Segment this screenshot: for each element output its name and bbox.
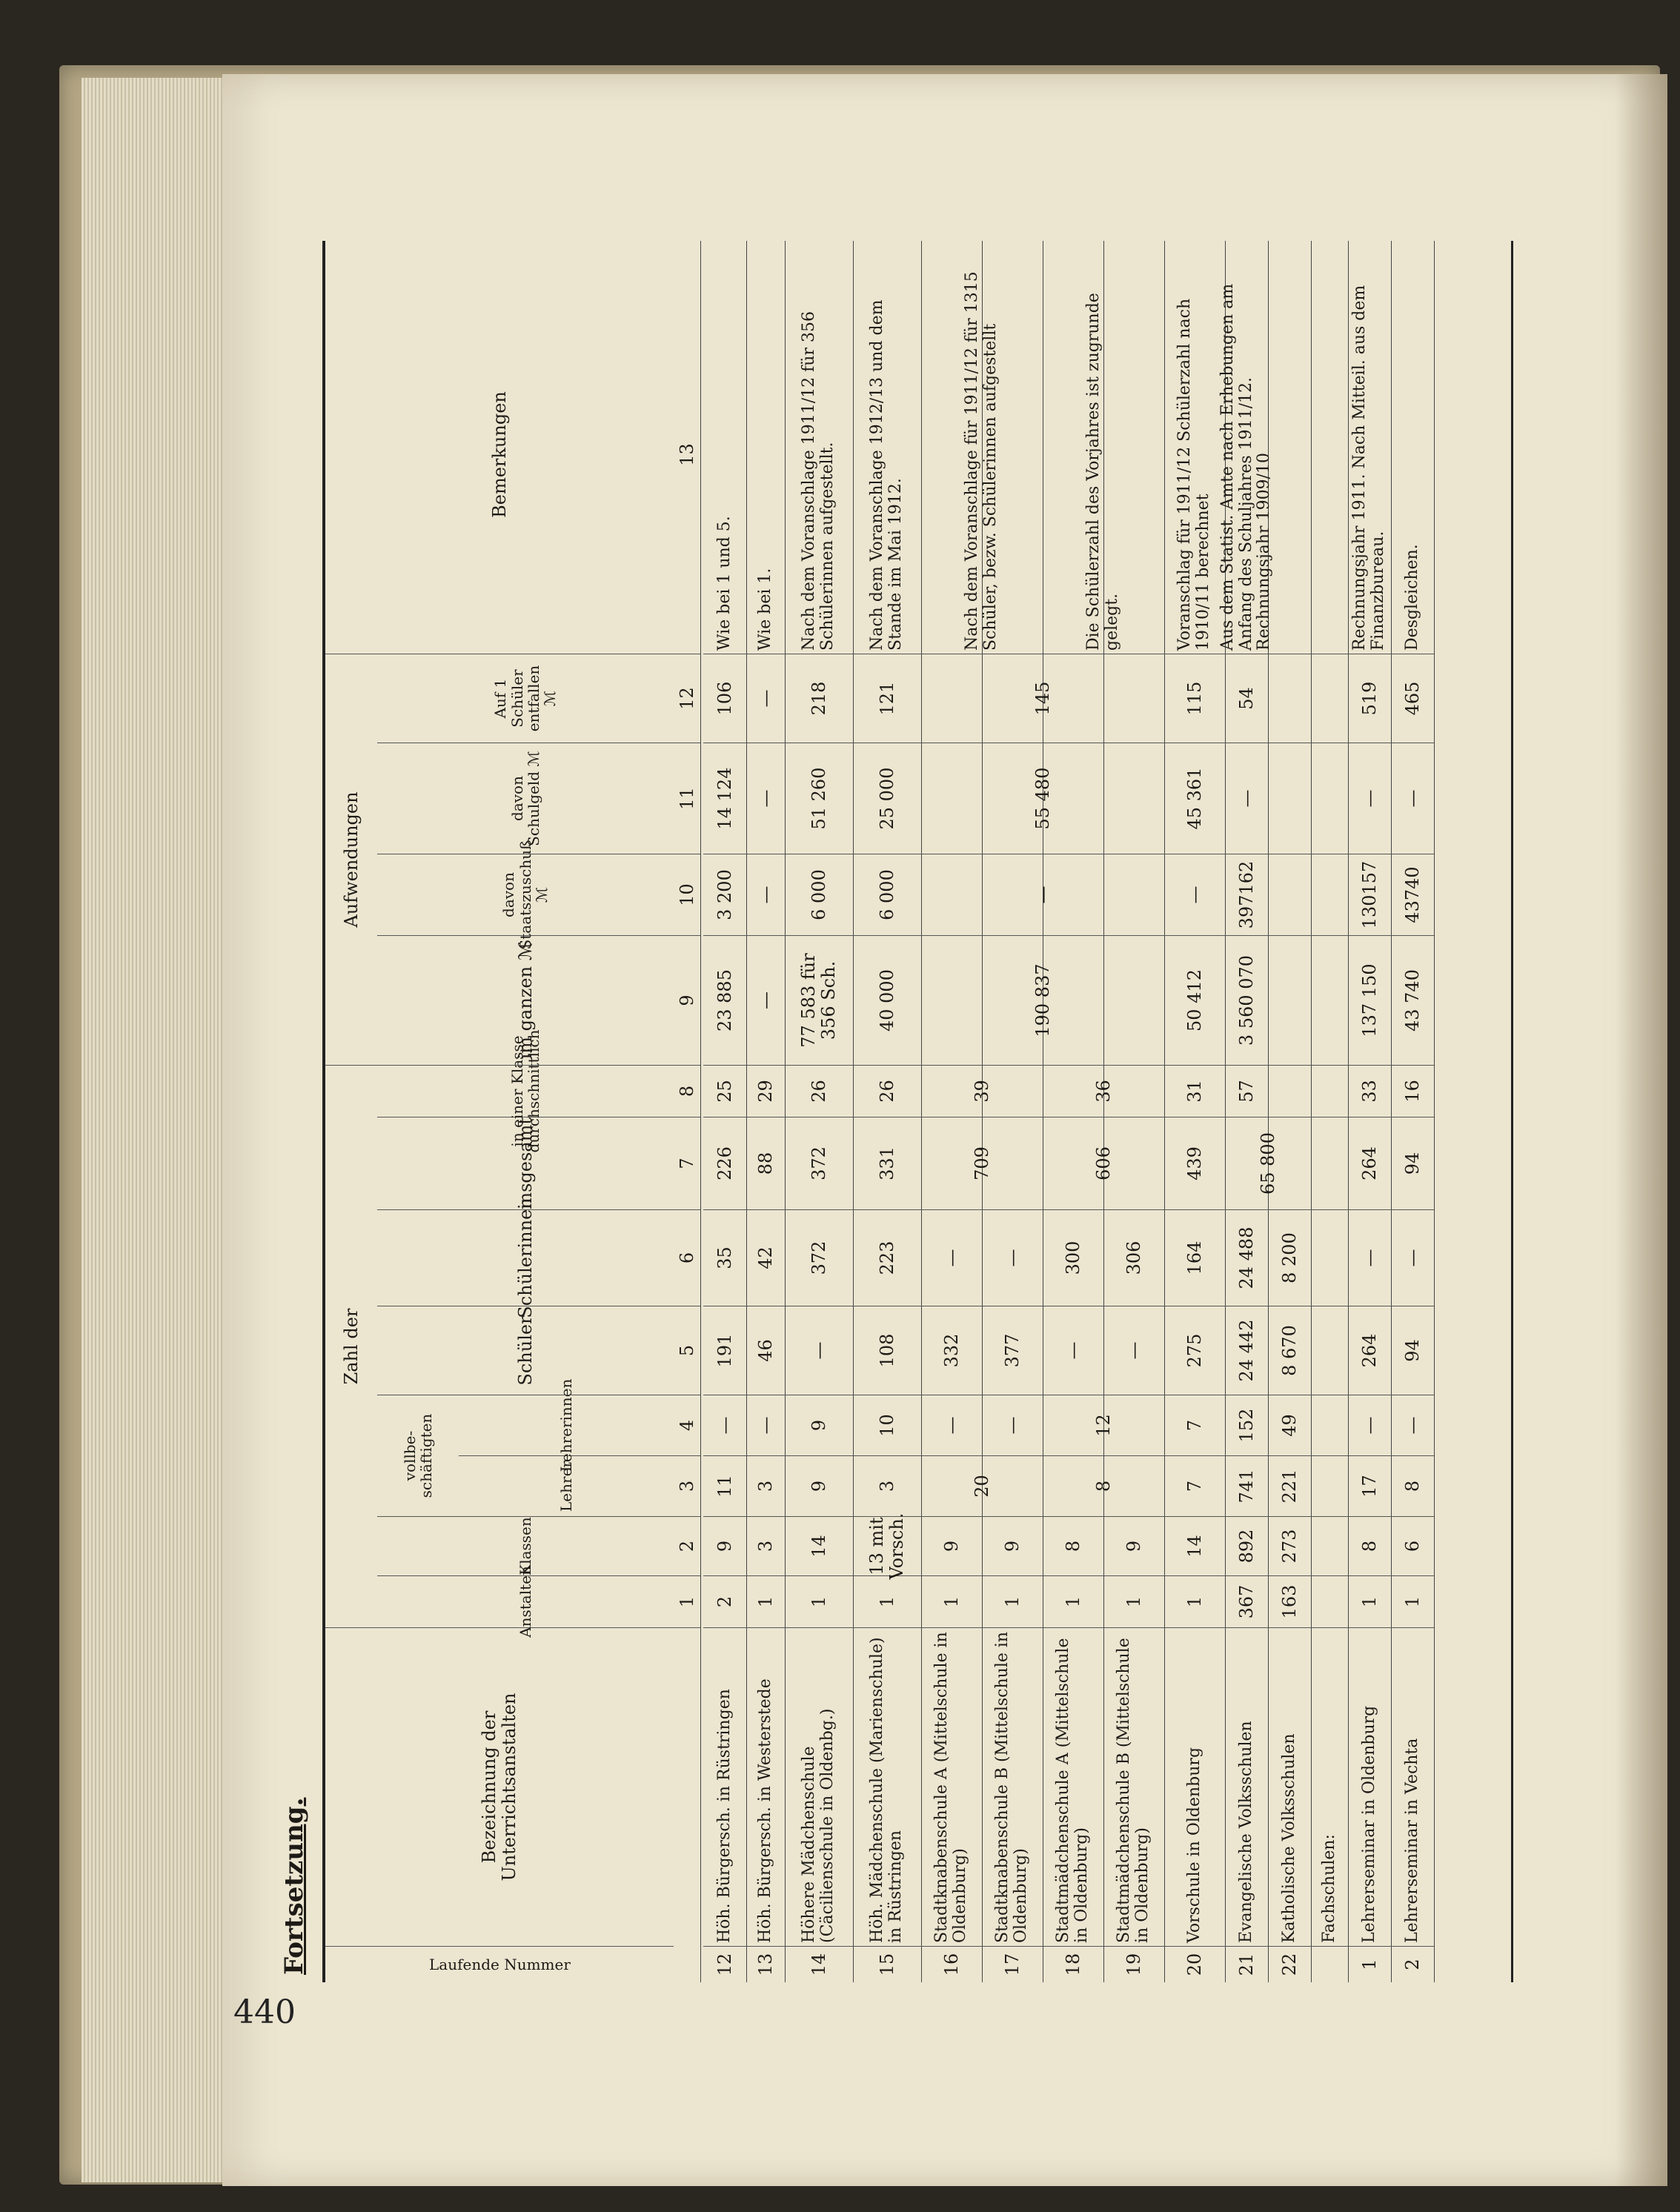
header-column-number: 6 xyxy=(674,1210,700,1306)
cell-c10: 6 000 xyxy=(853,854,921,936)
cell-c1: 1 xyxy=(1348,1576,1391,1628)
cell-c13: Desgleichen. xyxy=(1391,256,1434,654)
cell-c1: 1 xyxy=(785,1576,853,1628)
cell-name: Lehrerseminar in Oldenburg xyxy=(1348,1628,1391,1947)
cell-c12: 218 xyxy=(785,654,853,743)
cell-c6: 372 xyxy=(785,1210,853,1306)
cell-nr: 20 xyxy=(1183,1953,1205,1976)
cell-name: Fachschulen: xyxy=(1311,1628,1348,1947)
table-row xyxy=(1348,241,1392,1982)
cell-name: Höh. Bürgersch. in Westerstede xyxy=(746,1628,785,1947)
table-row xyxy=(1391,241,1435,1982)
header-column-number: 8 xyxy=(674,1066,700,1117)
cell-c9: 40 000 xyxy=(853,936,921,1066)
cell-c8: 29 xyxy=(746,1066,785,1117)
table-row xyxy=(1218,241,1274,1982)
header-vollbeschaeftigten: vollbe-schäftigten xyxy=(377,1395,459,1517)
cell-c6: — xyxy=(921,1210,982,1306)
cell-c4: — xyxy=(703,1395,746,1456)
cell-c2: 9 xyxy=(921,1517,982,1576)
cell-c2 xyxy=(1311,1517,1348,1576)
cell-name: Vorschule in Oldenburg xyxy=(1164,1628,1225,1947)
cell-c10 xyxy=(1311,854,1348,936)
cell-c11: 14 124 xyxy=(703,743,746,854)
cell-c4: 49 xyxy=(1268,1395,1311,1456)
cell-nr: 1 xyxy=(1358,1959,1380,1970)
cell-nr: 2 xyxy=(1401,1959,1423,1970)
cell-c6: — xyxy=(1391,1210,1434,1306)
header-number-blank xyxy=(674,1628,700,1982)
header-bemerkungen: Bemerkungen xyxy=(325,256,674,654)
cell-c1: 1 xyxy=(1164,1576,1225,1628)
cell-nr: 22 xyxy=(1278,1953,1300,1976)
header-anstalten: Anstalten xyxy=(377,1576,674,1628)
cell-c5: 275 xyxy=(1164,1306,1225,1395)
cell-name: Höh. Mädchenschule (Marienschule) in Rüstringen xyxy=(853,1628,921,1947)
cell-c11: 51 260 xyxy=(785,743,853,854)
cell-c9: — xyxy=(746,936,785,1066)
merged-lehrer-18-19: 8 xyxy=(1043,1456,1164,1517)
cell-name: Stadtmädchenschule B (Mittelschule in Oldenburg) xyxy=(1103,1628,1164,1947)
cell-c10: 3 200 xyxy=(703,854,746,936)
cell-c10: 6 000 xyxy=(785,854,853,936)
cell-c2: 3 xyxy=(746,1517,785,1576)
header-lehrer: Lehrer xyxy=(459,1456,674,1517)
cell-c5: — xyxy=(1043,1306,1103,1395)
cell-c5: 264 xyxy=(1348,1306,1391,1395)
cell-c8: 25 xyxy=(703,1066,746,1117)
cell-c10: — xyxy=(1164,854,1225,936)
cell-c9: 137 150 xyxy=(1348,936,1391,1066)
cell-nr: 15 xyxy=(876,1953,897,1976)
header-lehrerinnen: Lehrerinnen xyxy=(459,1395,674,1456)
header-column-number: 9 xyxy=(674,936,700,1066)
merged-klasse-16-17: 39 xyxy=(921,1066,1043,1117)
cell-c3: 741 xyxy=(1225,1456,1268,1517)
cell-c6 xyxy=(1311,1210,1348,1306)
merged-auf1-16-19: 145 xyxy=(921,654,1164,743)
header-column-number: 11 xyxy=(674,743,700,854)
cell-c9 xyxy=(1268,936,1311,1066)
cell-c9: 43 740 xyxy=(1391,936,1434,1066)
header-im-ganzen: im ganzen ℳ xyxy=(377,936,674,1066)
header-column-number: 10 xyxy=(674,854,700,936)
cell-c9: 23 885 xyxy=(703,936,746,1066)
cell-nr: 21 xyxy=(1235,1953,1257,1976)
statistics-table xyxy=(322,241,1513,1982)
cell-name: Lehrerseminar in Vechta xyxy=(1391,1628,1434,1947)
cell-c5: 46 xyxy=(746,1306,785,1395)
cell-c3: 8 xyxy=(1391,1456,1434,1517)
cell-c2: 9 xyxy=(1103,1517,1164,1576)
cell-c13: Voranschlag für 1911/12 Schülerzahl nach 1910/11 berechnet xyxy=(1164,256,1225,654)
cell-c6: 35 xyxy=(703,1210,746,1306)
cell-c3: 3 xyxy=(853,1456,921,1517)
cell-c3: 7 xyxy=(1164,1456,1225,1517)
cell-c10: 397162 xyxy=(1225,854,1268,936)
header-schuelerinnen: Schülerinnen xyxy=(377,1210,674,1306)
cell-name: Katholische Volksschulen xyxy=(1268,1628,1311,1947)
header-column-number: 13 xyxy=(674,256,700,654)
continuation-label: Fortsetzung. xyxy=(279,1797,309,1975)
header-column-number: 2 xyxy=(674,1517,700,1576)
page-number: 440 xyxy=(233,1993,296,2031)
cell-c12 xyxy=(1311,654,1348,743)
cell-name: Stadtmädchenschule A (Mittelschule in Oldenburg) xyxy=(1043,1628,1103,1947)
table-row xyxy=(1268,241,1312,1982)
cell-c6: 24 488 xyxy=(1225,1210,1268,1306)
cell-c5: 8 670 xyxy=(1268,1306,1311,1395)
cell-c6: 164 xyxy=(1164,1210,1225,1306)
header-schueler: Schüler xyxy=(377,1306,674,1395)
header-in-einer-klasse: in einer Klasse durchschnittlich xyxy=(377,1066,674,1117)
cell-c10: 130157 xyxy=(1348,854,1391,936)
cell-nr: 19 xyxy=(1123,1953,1144,1976)
cell-c6: 306 xyxy=(1103,1210,1164,1306)
cell-c9: 3 560 070 xyxy=(1225,936,1268,1066)
cell-c1: 2 xyxy=(703,1576,746,1628)
cell-c4: 152 xyxy=(1225,1395,1268,1456)
cell-c6: — xyxy=(982,1210,1043,1306)
cell-c13: Wie bei 1. xyxy=(746,256,785,654)
cell-nr: 14 xyxy=(808,1953,829,1976)
cell-c11: — xyxy=(1391,743,1434,854)
cell-c12: — xyxy=(746,654,785,743)
cell-c11 xyxy=(1268,743,1311,854)
cell-c2: 8 xyxy=(1348,1517,1391,1576)
header-aufwendungen: Aufwendungen xyxy=(325,654,377,1066)
cell-c6: 223 xyxy=(853,1210,921,1306)
cell-c1 xyxy=(1311,1576,1348,1628)
cell-c2: 892 xyxy=(1225,1517,1268,1576)
cell-c7 xyxy=(1311,1117,1348,1210)
cell-c12 xyxy=(1268,654,1311,743)
cell-nr: 12 xyxy=(714,1953,735,1976)
cell-c4: — xyxy=(746,1395,785,1456)
cell-c2: 13 mit Vorsch. xyxy=(853,1517,921,1576)
cell-c5: 94 xyxy=(1391,1306,1434,1395)
cell-c8: 16 xyxy=(1391,1066,1434,1117)
table-row xyxy=(785,241,854,1982)
cell-c13: Wie bei 1 und 5. xyxy=(703,256,746,654)
cell-c10 xyxy=(1268,854,1311,936)
cell-c2: 14 xyxy=(785,1517,853,1576)
table-row xyxy=(746,241,786,1982)
header-bezeichnung: Bezeichnung der Unterrichtsanstalten xyxy=(325,1628,674,1947)
cell-c3: 221 xyxy=(1268,1456,1311,1517)
cell-nr: 17 xyxy=(1001,1953,1023,1976)
cell-c5: 24 442 xyxy=(1225,1306,1268,1395)
cell-c5: 377 xyxy=(982,1306,1043,1395)
merged-schulgeld-16-19: 55 480 xyxy=(921,743,1164,854)
cell-c13: Nach dem Voranschlage 1911/12 für 356 Schülerinnen aufgestellt. xyxy=(785,256,853,654)
cell-c6: 300 xyxy=(1043,1210,1103,1306)
cell-c8 xyxy=(1268,1066,1311,1117)
cell-c12: 106 xyxy=(703,654,746,743)
cell-c3: 11 xyxy=(703,1456,746,1517)
cell-c8: 26 xyxy=(853,1066,921,1117)
cell-c2: 9 xyxy=(982,1517,1043,1576)
cell-c10: 43740 xyxy=(1391,854,1434,936)
cell-c5: 191 xyxy=(703,1306,746,1395)
header-column-number: 7 xyxy=(674,1117,700,1210)
merged-bemerkung-16-17: Nach dem Voranschlage für 1911/12 für 1315 Schüler, bezw. Schülerinnen aufgestellt xyxy=(921,256,1043,654)
cell-c8 xyxy=(1311,1066,1348,1117)
cell-c4 xyxy=(1311,1395,1348,1456)
cell-c2: 14 xyxy=(1164,1517,1225,1576)
cell-c2: 9 xyxy=(703,1517,746,1576)
cell-c13: Rechnungsjahr 1911. Nach Mitteil. aus dem Finanzbureau. xyxy=(1348,256,1391,654)
cell-c3 xyxy=(1311,1456,1348,1517)
cell-c7: 88 xyxy=(746,1117,785,1210)
cell-c2: 273 xyxy=(1268,1517,1311,1576)
cell-c12: 54 xyxy=(1225,654,1268,743)
cell-c3: 3 xyxy=(746,1456,785,1517)
page-gutter-shadow xyxy=(1616,74,1667,2186)
cell-c11: — xyxy=(1348,743,1391,854)
cell-c7: 372 xyxy=(785,1117,853,1210)
header-column-number: 3 xyxy=(674,1456,700,1517)
cell-nr: 13 xyxy=(754,1953,776,1976)
cell-c1: 1 xyxy=(853,1576,921,1628)
cell-name: Höh. Bürgersch. in Rüstringen xyxy=(703,1628,746,1947)
cell-name: Evangelische Volksschulen xyxy=(1225,1628,1268,1947)
cell-c11: 25 000 xyxy=(853,743,921,854)
cell-c4: — xyxy=(1348,1395,1391,1456)
cell-c6: 42 xyxy=(746,1210,785,1306)
table-row xyxy=(1164,241,1226,1982)
cell-c9: 50 412 xyxy=(1164,936,1225,1066)
cell-c11: 45 361 xyxy=(1164,743,1225,854)
cell-c7: 226 xyxy=(703,1117,746,1210)
cell-c4: 7 xyxy=(1164,1395,1225,1456)
cell-c11 xyxy=(1311,743,1348,854)
cell-c5: 332 xyxy=(921,1306,982,1395)
cell-c9 xyxy=(1311,936,1348,1066)
table-header xyxy=(325,241,701,1982)
cell-nr xyxy=(1311,1947,1348,1982)
cell-c3: 17 xyxy=(1348,1456,1391,1517)
cell-c1: 1 xyxy=(921,1576,982,1628)
page-edges xyxy=(82,78,230,2182)
cell-c7: 94 xyxy=(1391,1117,1434,1210)
table-row xyxy=(1311,241,1349,1982)
cell-c6: 8 200 xyxy=(1268,1210,1311,1306)
merged-insgesamt-21-22: 65 800 xyxy=(1225,1117,1311,1210)
cell-c1: 1 xyxy=(1103,1576,1164,1628)
cell-c1: 1 xyxy=(746,1576,785,1628)
cell-c4: 9 xyxy=(785,1395,853,1456)
cell-c7: 439 xyxy=(1164,1117,1225,1210)
merged-lehrer-16-17: 20 xyxy=(921,1456,1043,1517)
header-klassen: Klassen xyxy=(377,1517,674,1576)
header-zahl-der: Zahl der xyxy=(325,1066,377,1628)
cell-c7: 331 xyxy=(853,1117,921,1210)
merged-im-ganzen-16-19: 190 837 xyxy=(921,936,1164,1066)
cell-c1: 1 xyxy=(1043,1576,1103,1628)
header-column-number: 4 xyxy=(674,1395,700,1456)
cell-c8: 57 xyxy=(1225,1066,1268,1117)
cell-c4: 10 xyxy=(853,1395,921,1456)
cell-c1: 367 xyxy=(1225,1576,1268,1628)
cell-c13: Aus dem Statist. Amte nach Erhebungen am Anfang des Schuljahres 1911/12. Rechnungsjahr 1909/10 xyxy=(1225,256,1268,654)
cell-c3: 9 xyxy=(785,1456,853,1517)
header-schulgeld: davon Schulgeld ℳ xyxy=(377,743,674,854)
cell-c4: — xyxy=(1391,1395,1434,1456)
cell-c11: — xyxy=(1225,743,1268,854)
cell-c13 xyxy=(1268,256,1311,654)
merged-insgesamt-16-17: 709 xyxy=(921,1117,1043,1210)
cell-c6: — xyxy=(1348,1210,1391,1306)
cell-c8: 33 xyxy=(1348,1066,1391,1117)
cell-name: Höhere Mädchenschule (Cäcilienschule in Oldenbg.) xyxy=(785,1628,853,1947)
cell-c5 xyxy=(1311,1306,1348,1395)
header-column-number: 5 xyxy=(674,1306,700,1395)
cell-c2: 6 xyxy=(1391,1517,1434,1576)
cell-c11: — xyxy=(746,743,785,854)
cell-c12: 115 xyxy=(1164,654,1225,743)
cell-c12: 519 xyxy=(1348,654,1391,743)
cell-c13 xyxy=(1311,256,1348,654)
header-staatszuschuss: davon Staatszuschuß ℳ xyxy=(377,854,674,936)
cell-c1: 1 xyxy=(982,1576,1043,1628)
cell-c10: — xyxy=(746,854,785,936)
header-insgesamt: insgesamt xyxy=(377,1117,674,1210)
cell-c7: 264 xyxy=(1348,1117,1391,1210)
cell-name: Stadtknabenschule A (Mittelschule in Oldenburg) xyxy=(921,1628,982,1947)
table-row xyxy=(703,241,747,1982)
cell-c8: 26 xyxy=(785,1066,853,1117)
cell-c5: — xyxy=(1103,1306,1164,1395)
cell-c8: 31 xyxy=(1164,1066,1225,1117)
rotated-table-block xyxy=(278,233,1538,1982)
cell-c2: 8 xyxy=(1043,1517,1103,1576)
cell-nr: 16 xyxy=(940,1953,962,1976)
cell-c5: — xyxy=(785,1306,853,1395)
cell-c5: 108 xyxy=(853,1306,921,1395)
cell-c12: 121 xyxy=(853,654,921,743)
cell-name: Stadtknabenschule B (Mittelschule in Oldenburg) xyxy=(982,1628,1043,1947)
cell-c1: 163 xyxy=(1268,1576,1311,1628)
header-column-number: 1 xyxy=(674,1576,700,1628)
cell-c13: Nach dem Voranschlage 1912/13 und dem Stande im Mai 1912. xyxy=(853,256,921,654)
table-row xyxy=(853,241,922,1982)
cell-nr: 18 xyxy=(1062,1953,1083,1976)
header-laufende-nummer: Laufende Nummer xyxy=(428,1955,571,1973)
merged-insgesamt-18-19: 606 xyxy=(1043,1117,1164,1210)
header-auf-1-schueler: Auf 1 Schüler entfallen ℳ xyxy=(377,654,674,743)
merged-bemerkung-18-19: Die Schülerzahl des Vorjahres ist zugrunde gelegt. xyxy=(1043,256,1164,654)
header-column-number: 12 xyxy=(674,654,700,743)
cell-c9: 77 583 für 356 Sch. xyxy=(785,936,853,1066)
cell-c12: 465 xyxy=(1391,654,1434,743)
merged-klasse-18-19: 36 xyxy=(1043,1066,1164,1117)
cell-c1: 1 xyxy=(1391,1576,1434,1628)
cell-c4: — xyxy=(982,1395,1043,1456)
cell-c4: — xyxy=(921,1395,982,1456)
merged-lehrerinnen-18-19: 12 xyxy=(1043,1395,1164,1456)
merged-staatszuschuss-16-19: — xyxy=(921,854,1164,936)
